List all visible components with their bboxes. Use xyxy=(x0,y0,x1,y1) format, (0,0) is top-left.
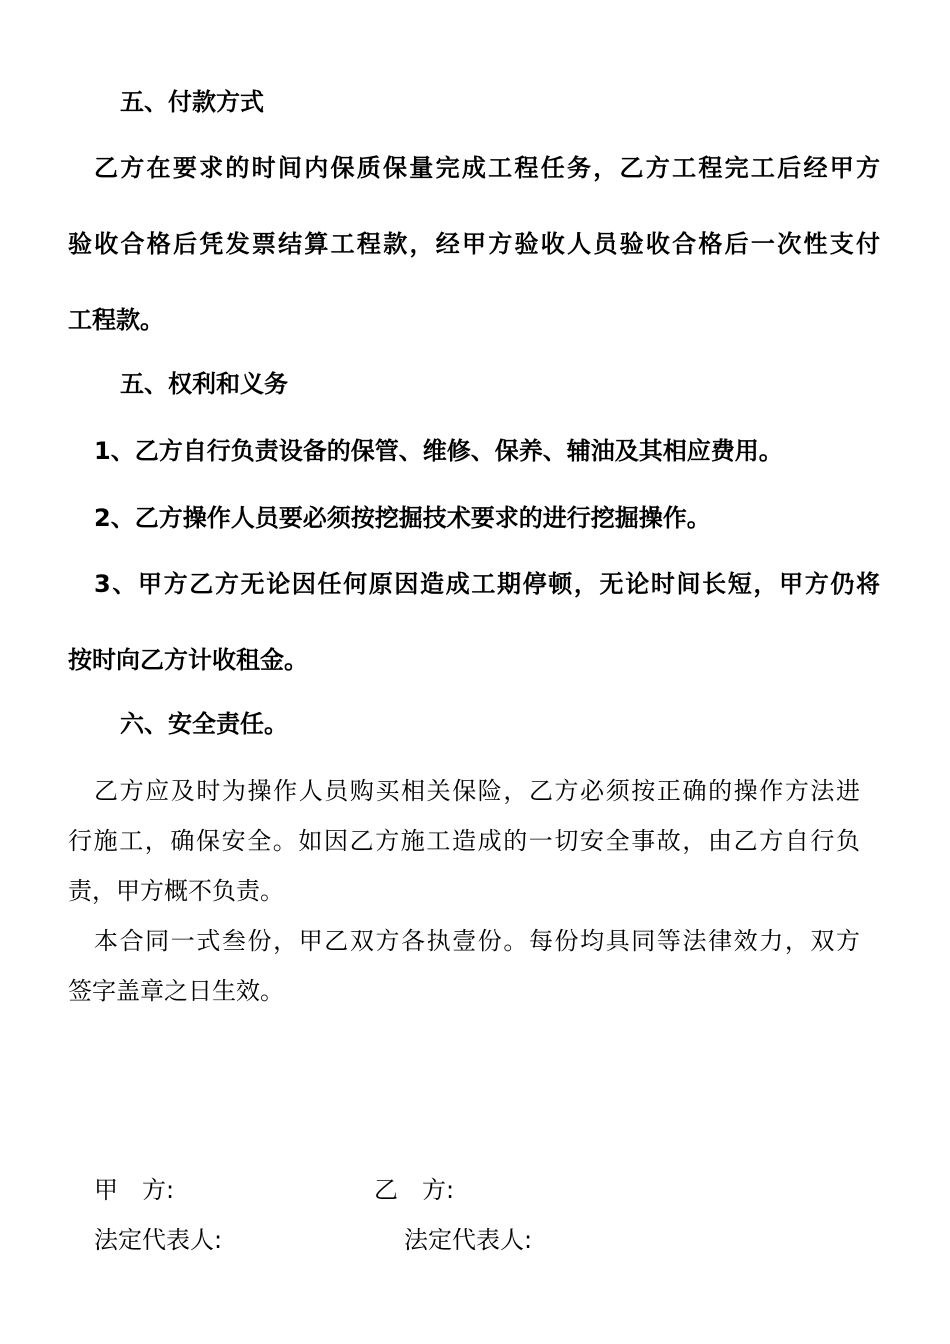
safety-paragraph-line-3: 责，甲方概不负责。 xyxy=(68,877,284,905)
rights-item-2: 2、乙方操作人员要必须按挖掘技术要求的进行挖掘操作。 xyxy=(94,504,711,532)
safety-heading: 六、安全责任。 xyxy=(120,710,288,738)
safety-paragraph-line-2: 行施工，确保安全。如因乙方施工造成的一切安全事故，由乙方自行负 xyxy=(68,827,860,855)
rights-heading: 五、权利和义务 xyxy=(120,370,288,398)
payment-paragraph-line-3: 工程款。 xyxy=(68,306,164,334)
party-a-label: 甲 方: xyxy=(94,1176,175,1204)
rights-item-3-line-2: 按时向乙方计收租金。 xyxy=(68,646,308,674)
party-b-label: 乙 方: xyxy=(374,1176,455,1204)
payment-heading: 五、付款方式 xyxy=(120,88,264,116)
legal-representative-a-label: 法定代表人: xyxy=(94,1226,223,1254)
legal-representative-b-label: 法定代表人: xyxy=(404,1226,533,1254)
closing-paragraph-line-2: 签字盖章之日生效。 xyxy=(68,977,284,1005)
payment-paragraph-line-2: 验收合格后凭发票结算工程款，经甲方验收人员验收合格后一次性支付 xyxy=(68,230,880,258)
closing-paragraph-line-1: 本合同一式叁份，甲乙双方各执壹份。每份均具同等法律效力，双方 xyxy=(94,927,860,955)
safety-paragraph-line-1: 乙方应及时为操作人员购买相关保险，乙方必须按正确的操作方法进 xyxy=(94,777,860,805)
payment-paragraph-line-1: 乙方在要求的时间内保质保量完成工程任务，乙方工程完工后经甲方 xyxy=(94,154,880,182)
rights-item-1: 1、乙方自行负责设备的保管、维修、保养、辅油及其相应费用。 xyxy=(94,437,783,465)
rights-item-3-line-1: 3、甲方乙方无论因任何原因造成工期停顿，无论时间长短，甲方仍将 xyxy=(94,570,880,598)
